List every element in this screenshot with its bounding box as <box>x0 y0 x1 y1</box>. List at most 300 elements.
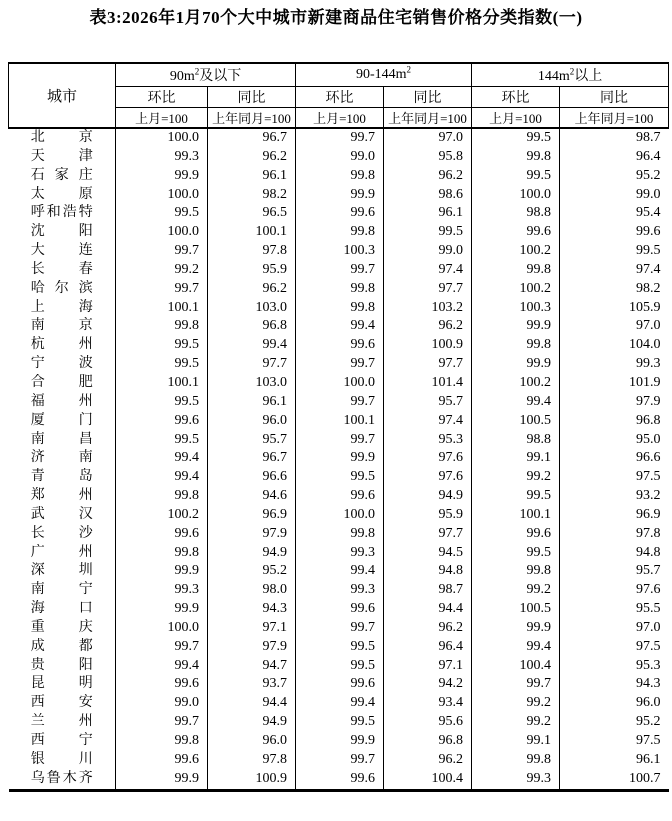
base-header-yoy-1: 上年同月=100 <box>384 108 472 129</box>
value-cell-3: 97.7 <box>384 355 472 374</box>
value-cell-1: 96.5 <box>208 204 296 223</box>
table-row <box>9 167 669 186</box>
value-cell-5: 95.7 <box>560 562 669 581</box>
value-cell-0: 99.7 <box>116 242 208 261</box>
value-cell-4: 99.2 <box>472 581 560 600</box>
value-cell-2: 99.6 <box>296 204 384 223</box>
value-cell-2: 99.9 <box>296 732 384 751</box>
value-cell-2: 99.5 <box>296 638 384 657</box>
value-cell-4: 100.5 <box>472 600 560 619</box>
value-cell-2: 99.8 <box>296 299 384 318</box>
value-cell-0: 99.8 <box>116 732 208 751</box>
value-cell-3: 97.6 <box>384 468 472 487</box>
value-cell-4: 99.8 <box>472 562 560 581</box>
value-cell-2: 99.6 <box>296 600 384 619</box>
group-header-0 <box>116 63 296 87</box>
superscript-2: 2 <box>406 64 412 75</box>
value-cell-1: 94.6 <box>208 487 296 506</box>
city-name: 昆明 <box>30 676 93 692</box>
value-cell-0: 99.9 <box>116 562 208 581</box>
value-cell-1: 96.2 <box>208 148 296 167</box>
value-cell-2: 99.4 <box>296 694 384 713</box>
value-cell-2: 99.5 <box>296 657 384 676</box>
city-cell <box>9 770 116 790</box>
city-name: 广州 <box>30 544 93 560</box>
value-cell-1: 95.7 <box>208 431 296 450</box>
value-cell-4: 99.5 <box>472 128 560 148</box>
value-cell-4: 99.2 <box>472 468 560 487</box>
value-cell-0: 99.5 <box>116 204 208 223</box>
header-row-groups <box>9 63 669 87</box>
value-cell-5: 101.9 <box>560 374 669 393</box>
group-label-prefix: 144m <box>537 69 570 84</box>
table-row <box>9 412 669 431</box>
value-cell-2: 99.6 <box>296 675 384 694</box>
city-cell <box>9 694 116 713</box>
value-cell-1: 96.1 <box>208 393 296 412</box>
city-cell <box>9 167 116 186</box>
value-cell-0: 99.3 <box>116 581 208 600</box>
value-cell-0: 99.7 <box>116 638 208 657</box>
value-cell-0: 99.8 <box>116 544 208 563</box>
metric-header-mom-0: 环比 <box>116 87 208 108</box>
value-cell-1: 103.0 <box>208 374 296 393</box>
city-cell <box>9 449 116 468</box>
city-cell <box>9 204 116 223</box>
value-cell-0: 99.7 <box>116 280 208 299</box>
value-cell-2: 99.3 <box>296 544 384 563</box>
value-cell-3: 95.8 <box>384 148 472 167</box>
city-name: 武汉 <box>30 506 93 522</box>
value-cell-5: 93.2 <box>560 487 669 506</box>
value-cell-3: 97.4 <box>384 261 472 280</box>
city-cell <box>9 506 116 525</box>
value-cell-4: 99.3 <box>472 770 560 790</box>
value-cell-5: 99.5 <box>560 242 669 261</box>
group-label-suffix: 以上 <box>574 69 603 84</box>
city-cell <box>9 355 116 374</box>
value-cell-4: 99.8 <box>472 751 560 770</box>
corner-header-city: 城市 <box>9 63 116 128</box>
city-cell <box>9 223 116 242</box>
value-cell-3: 94.9 <box>384 487 472 506</box>
city-cell <box>9 732 116 751</box>
metric-header-yoy-0: 同比 <box>208 87 296 108</box>
value-cell-5: 105.9 <box>560 299 669 318</box>
value-cell-0: 100.0 <box>116 186 208 205</box>
value-cell-3: 103.2 <box>384 299 472 318</box>
table-row <box>9 713 669 732</box>
value-cell-3: 96.4 <box>384 638 472 657</box>
value-cell-5: 99.0 <box>560 186 669 205</box>
city-name: 银川 <box>30 751 93 767</box>
city-cell <box>9 600 116 619</box>
value-cell-0: 99.4 <box>116 468 208 487</box>
value-cell-1: 96.6 <box>208 468 296 487</box>
value-cell-3: 97.7 <box>384 525 472 544</box>
value-cell-1: 96.2 <box>208 280 296 299</box>
value-cell-1: 100.1 <box>208 223 296 242</box>
value-cell-1: 96.1 <box>208 167 296 186</box>
city-cell <box>9 638 116 657</box>
value-cell-1: 94.4 <box>208 694 296 713</box>
city-cell <box>9 374 116 393</box>
city-name: 合肥 <box>30 374 93 390</box>
table-row <box>9 487 669 506</box>
city-cell <box>9 393 116 412</box>
city-cell <box>9 242 116 261</box>
value-cell-5: 96.0 <box>560 694 669 713</box>
value-cell-0: 99.7 <box>116 713 208 732</box>
value-cell-2: 99.8 <box>296 280 384 299</box>
value-cell-1: 96.8 <box>208 317 296 336</box>
value-cell-3: 97.6 <box>384 449 472 468</box>
value-cell-3: 95.6 <box>384 713 472 732</box>
value-cell-2: 99.4 <box>296 562 384 581</box>
value-cell-0: 99.5 <box>116 355 208 374</box>
table-row <box>9 186 669 205</box>
value-cell-5: 95.3 <box>560 657 669 676</box>
value-cell-5: 97.8 <box>560 525 669 544</box>
value-cell-2: 99.9 <box>296 186 384 205</box>
base-header-yoy-0: 上年同月=100 <box>208 108 296 129</box>
city-name: 兰州 <box>30 714 93 730</box>
value-cell-5: 98.7 <box>560 128 669 148</box>
value-cell-4: 99.6 <box>472 525 560 544</box>
value-cell-0: 99.3 <box>116 148 208 167</box>
city-name: 济南 <box>30 450 93 466</box>
city-cell <box>9 468 116 487</box>
value-cell-2: 99.3 <box>296 581 384 600</box>
city-cell <box>9 713 116 732</box>
value-cell-4: 99.8 <box>472 336 560 355</box>
value-cell-5: 95.2 <box>560 167 669 186</box>
value-cell-1: 94.9 <box>208 713 296 732</box>
value-cell-1: 95.9 <box>208 261 296 280</box>
value-cell-2: 99.4 <box>296 317 384 336</box>
value-cell-0: 99.9 <box>116 770 208 790</box>
value-cell-1: 95.2 <box>208 562 296 581</box>
value-cell-0: 99.8 <box>116 487 208 506</box>
value-cell-4: 99.4 <box>472 638 560 657</box>
value-cell-5: 96.4 <box>560 148 669 167</box>
table-row <box>9 336 669 355</box>
table-row <box>9 581 669 600</box>
value-cell-3: 97.0 <box>384 128 472 148</box>
city-cell <box>9 562 116 581</box>
value-cell-2: 99.9 <box>296 449 384 468</box>
value-cell-1: 98.2 <box>208 186 296 205</box>
table-row <box>9 675 669 694</box>
price-index-table <box>8 62 669 792</box>
base-header-mom-2: 上月=100 <box>472 108 560 129</box>
value-cell-4: 99.2 <box>472 694 560 713</box>
value-cell-3: 98.6 <box>384 186 472 205</box>
table-body <box>9 128 669 790</box>
value-cell-1: 96.0 <box>208 412 296 431</box>
value-cell-4: 99.4 <box>472 393 560 412</box>
city-name: 成都 <box>30 638 93 654</box>
value-cell-2: 99.6 <box>296 487 384 506</box>
table-row <box>9 204 669 223</box>
value-cell-0: 99.9 <box>116 167 208 186</box>
value-cell-1: 97.9 <box>208 638 296 657</box>
value-cell-4: 99.9 <box>472 619 560 638</box>
value-cell-2: 99.6 <box>296 770 384 790</box>
value-cell-5: 97.5 <box>560 732 669 751</box>
value-cell-1: 97.9 <box>208 525 296 544</box>
table-header <box>9 63 669 128</box>
value-cell-0: 100.2 <box>116 506 208 525</box>
value-cell-5: 97.4 <box>560 261 669 280</box>
value-cell-2: 100.0 <box>296 374 384 393</box>
value-cell-3: 95.7 <box>384 393 472 412</box>
table-row <box>9 355 669 374</box>
value-cell-1: 97.1 <box>208 619 296 638</box>
value-cell-4: 100.0 <box>472 186 560 205</box>
value-cell-5: 96.8 <box>560 412 669 431</box>
city-cell <box>9 280 116 299</box>
table-row <box>9 770 669 790</box>
value-cell-4: 99.5 <box>472 487 560 506</box>
value-cell-3: 96.2 <box>384 167 472 186</box>
city-name: 贵阳 <box>30 657 93 673</box>
value-cell-0: 99.2 <box>116 261 208 280</box>
value-cell-4: 100.2 <box>472 242 560 261</box>
value-cell-1: 94.3 <box>208 600 296 619</box>
value-cell-0: 99.4 <box>116 657 208 676</box>
city-name: 上海 <box>30 299 93 315</box>
value-cell-4: 99.1 <box>472 449 560 468</box>
value-cell-1: 103.0 <box>208 299 296 318</box>
table-row <box>9 431 669 450</box>
value-cell-2: 99.7 <box>296 393 384 412</box>
value-cell-5: 99.6 <box>560 223 669 242</box>
value-cell-3: 96.8 <box>384 732 472 751</box>
value-cell-5: 95.5 <box>560 600 669 619</box>
value-cell-5: 94.3 <box>560 675 669 694</box>
value-cell-3: 97.1 <box>384 657 472 676</box>
value-cell-2: 100.1 <box>296 412 384 431</box>
value-cell-2: 99.7 <box>296 355 384 374</box>
value-cell-3: 95.3 <box>384 431 472 450</box>
city-name: 石家庄 <box>30 167 93 183</box>
value-cell-3: 99.5 <box>384 223 472 242</box>
value-cell-2: 99.8 <box>296 223 384 242</box>
value-cell-0: 99.0 <box>116 694 208 713</box>
value-cell-3: 94.2 <box>384 675 472 694</box>
city-name: 南京 <box>30 318 93 334</box>
value-cell-3: 101.4 <box>384 374 472 393</box>
city-name: 乌鲁木齐 <box>30 770 93 786</box>
city-cell <box>9 657 116 676</box>
value-cell-5: 104.0 <box>560 336 669 355</box>
table-row <box>9 393 669 412</box>
value-cell-5: 100.7 <box>560 770 669 790</box>
value-cell-2: 99.0 <box>296 148 384 167</box>
value-cell-2: 99.7 <box>296 261 384 280</box>
value-cell-3: 94.4 <box>384 600 472 619</box>
value-cell-2: 99.8 <box>296 167 384 186</box>
city-name: 郑州 <box>30 488 93 504</box>
value-cell-3: 97.7 <box>384 280 472 299</box>
city-name: 南昌 <box>30 431 93 447</box>
table-row <box>9 317 669 336</box>
value-cell-3: 96.2 <box>384 317 472 336</box>
value-cell-1: 94.7 <box>208 657 296 676</box>
value-cell-3: 93.4 <box>384 694 472 713</box>
value-cell-2: 99.5 <box>296 713 384 732</box>
table-row <box>9 694 669 713</box>
group-label-prefix: 90-144m <box>355 67 407 82</box>
value-cell-3: 94.8 <box>384 562 472 581</box>
value-cell-3: 96.1 <box>384 204 472 223</box>
value-cell-3: 98.7 <box>384 581 472 600</box>
table-row <box>9 449 669 468</box>
city-name: 重庆 <box>30 619 93 635</box>
value-cell-4: 100.3 <box>472 299 560 318</box>
value-cell-2: 100.3 <box>296 242 384 261</box>
value-cell-0: 99.4 <box>116 449 208 468</box>
value-cell-2: 99.5 <box>296 468 384 487</box>
base-header-mom-0: 上月=100 <box>116 108 208 129</box>
group-label-suffix: 及以下 <box>199 69 242 84</box>
group-header-1 <box>296 63 472 87</box>
value-cell-5: 95.2 <box>560 713 669 732</box>
value-cell-3: 97.4 <box>384 412 472 431</box>
value-cell-4: 100.1 <box>472 506 560 525</box>
table-row <box>9 562 669 581</box>
table-row <box>9 657 669 676</box>
table-row <box>9 374 669 393</box>
value-cell-5: 96.9 <box>560 506 669 525</box>
value-cell-3: 100.9 <box>384 336 472 355</box>
value-cell-0: 100.0 <box>116 619 208 638</box>
value-cell-3: 95.9 <box>384 506 472 525</box>
city-name: 太原 <box>30 186 93 202</box>
superscript-2: 2 <box>194 66 200 77</box>
base-header-yoy-2: 上年同月=100 <box>560 108 669 129</box>
value-cell-1: 100.9 <box>208 770 296 790</box>
value-cell-5: 95.0 <box>560 431 669 450</box>
table-row <box>9 600 669 619</box>
value-cell-1: 97.8 <box>208 751 296 770</box>
value-cell-0: 99.5 <box>116 336 208 355</box>
table-row <box>9 148 669 167</box>
city-name: 南宁 <box>30 582 93 598</box>
table-row <box>9 525 669 544</box>
value-cell-4: 98.8 <box>472 431 560 450</box>
city-name: 沈阳 <box>30 224 93 240</box>
table-row <box>9 280 669 299</box>
value-cell-2: 99.6 <box>296 336 384 355</box>
city-name: 深圳 <box>30 563 93 579</box>
value-cell-4: 100.4 <box>472 657 560 676</box>
city-name: 青岛 <box>30 469 93 485</box>
value-cell-4: 100.2 <box>472 374 560 393</box>
value-cell-0: 100.0 <box>116 223 208 242</box>
value-cell-2: 99.7 <box>296 128 384 148</box>
value-cell-5: 97.5 <box>560 468 669 487</box>
table-title: 表3:2026年1月70个大中城市新建商品住宅销售价格分类指数(一) <box>89 8 583 27</box>
value-cell-1: 93.7 <box>208 675 296 694</box>
city-cell <box>9 299 116 318</box>
value-cell-4: 99.1 <box>472 732 560 751</box>
value-cell-5: 96.1 <box>560 751 669 770</box>
value-cell-0: 99.5 <box>116 431 208 450</box>
metric-header-yoy-2: 同比 <box>560 87 669 108</box>
city-name: 宁波 <box>30 356 93 372</box>
table-row <box>9 261 669 280</box>
city-name: 大连 <box>30 243 93 259</box>
table-row <box>9 506 669 525</box>
value-cell-1: 96.0 <box>208 732 296 751</box>
value-cell-4: 100.2 <box>472 280 560 299</box>
table-row <box>9 223 669 242</box>
value-cell-1: 97.7 <box>208 355 296 374</box>
value-cell-1: 98.0 <box>208 581 296 600</box>
city-name: 福州 <box>30 393 93 409</box>
city-name: 天津 <box>30 148 93 164</box>
value-cell-1: 99.4 <box>208 336 296 355</box>
value-cell-4: 100.5 <box>472 412 560 431</box>
value-cell-2: 99.7 <box>296 751 384 770</box>
city-cell <box>9 148 116 167</box>
city-cell <box>9 261 116 280</box>
value-cell-3: 94.5 <box>384 544 472 563</box>
city-cell <box>9 336 116 355</box>
value-cell-3: 96.2 <box>384 619 472 638</box>
table-row <box>9 619 669 638</box>
value-cell-4: 99.5 <box>472 544 560 563</box>
value-cell-2: 99.7 <box>296 619 384 638</box>
city-name: 呼和浩特 <box>30 205 93 221</box>
value-cell-0: 99.8 <box>116 317 208 336</box>
table-row <box>9 544 669 563</box>
value-cell-4: 99.7 <box>472 675 560 694</box>
city-name: 西安 <box>30 695 93 711</box>
value-cell-4: 99.8 <box>472 261 560 280</box>
city-name: 北京 <box>30 130 93 145</box>
value-cell-1: 97.8 <box>208 242 296 261</box>
value-cell-5: 97.0 <box>560 619 669 638</box>
city-cell <box>9 544 116 563</box>
table-row <box>9 751 669 770</box>
value-cell-0: 99.6 <box>116 412 208 431</box>
value-cell-0: 99.9 <box>116 600 208 619</box>
city-cell <box>9 487 116 506</box>
value-cell-5: 99.3 <box>560 355 669 374</box>
city-cell <box>9 581 116 600</box>
table-row <box>9 468 669 487</box>
value-cell-5: 98.2 <box>560 280 669 299</box>
city-cell <box>9 128 116 148</box>
metric-header-mom-1: 环比 <box>296 87 384 108</box>
value-cell-2: 99.7 <box>296 431 384 450</box>
group-header-2 <box>472 63 669 87</box>
value-cell-4: 99.6 <box>472 223 560 242</box>
value-cell-4: 99.9 <box>472 355 560 374</box>
table-row <box>9 299 669 318</box>
value-cell-1: 94.9 <box>208 544 296 563</box>
value-cell-0: 100.0 <box>116 128 208 148</box>
table-row <box>9 242 669 261</box>
city-name: 海口 <box>30 601 93 617</box>
value-cell-4: 99.8 <box>472 148 560 167</box>
city-name: 哈尔滨 <box>30 280 93 296</box>
value-cell-0: 100.1 <box>116 374 208 393</box>
value-cell-1: 96.9 <box>208 506 296 525</box>
